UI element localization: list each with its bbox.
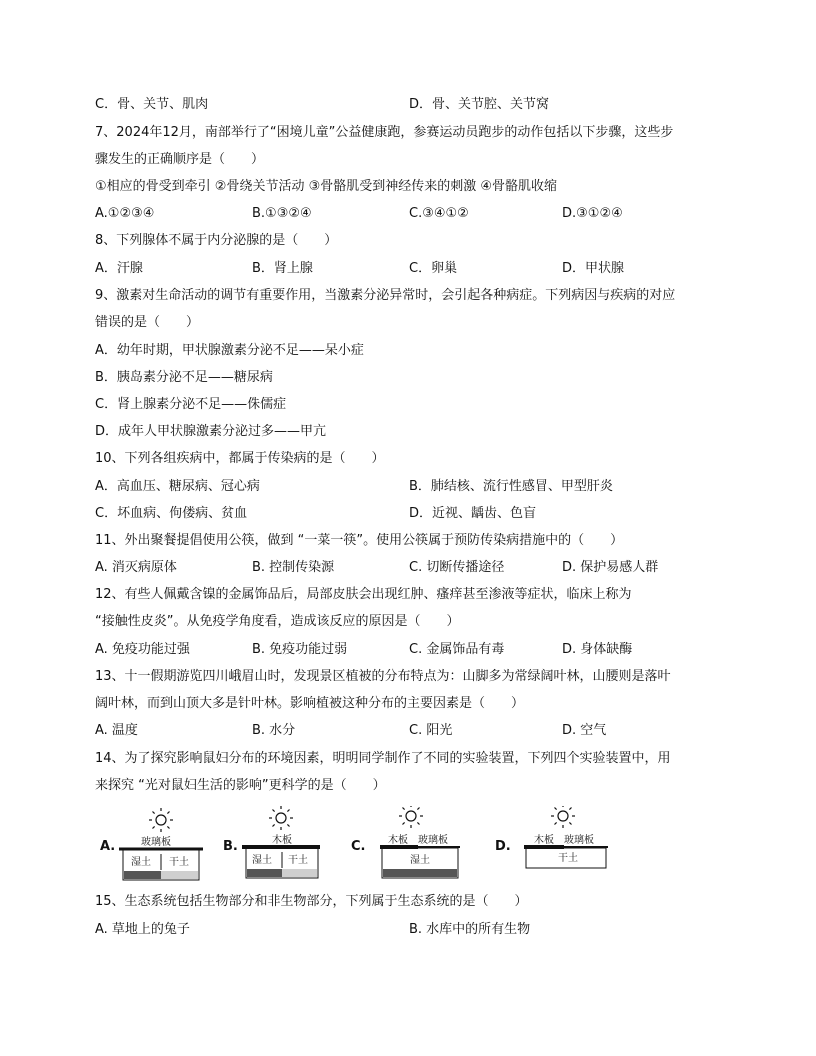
q15-option-a: A. 草地上的兔子: [95, 922, 190, 937]
sun-icon: [269, 806, 293, 830]
q14-stem-line1: 14、为了探究影响鼠妇分布的环境因素，明明同学制作了不同的实验装置，下列四个实验装置中，用: [95, 751, 671, 766]
q12-option-b: B. 免疫功能过弱: [252, 642, 348, 657]
q8-option-b: B．肾上腺: [252, 261, 313, 276]
q13-stem-line2: 阔叶林，而到山顶大多是针叶林。影响植被这种分布的主要因素是（ ）: [95, 696, 525, 711]
q13-option-a: A. 温度: [95, 723, 138, 738]
q13-stem-line1: 13、十一假期游览四川峨眉山时，发现景区植被的分布特点为：山脚多为常绿阔叶林，山腰则是落叶: [95, 669, 671, 684]
q10-option-d: D．近视、龋齿、色盲: [409, 506, 537, 521]
q6-options: [95, 97, 735, 113]
q13-option-c: C. 阳光: [409, 723, 453, 738]
q11-option-b: B. 控制传染源: [252, 560, 335, 575]
q10-option-a: A．高血压、糖尿病、冠心病: [95, 479, 260, 494]
q10-option-b: B．肺结核、流行性感冒、甲型肝炎: [409, 479, 613, 494]
apparatus-d-diagram: [492, 806, 617, 886]
q7-option-b: B.①③②④: [252, 206, 312, 221]
q10-options-row1: [95, 479, 735, 495]
q15-stem: 15、生态系统包括生物部分和非生物部分，下列属于生态系统的是（ ）: [95, 894, 528, 909]
apparatus-a-letter: A.: [100, 839, 116, 854]
q9-option-d: D．成年人甲状腺激素分泌过多——甲亢: [95, 424, 327, 439]
q7-option-d: D.③①②④: [562, 206, 623, 221]
q11-option-d: D. 保护易感人群: [562, 560, 659, 575]
cover-left-label: 木板: [388, 835, 408, 846]
apparatus-c: [348, 806, 473, 886]
q12-option-c: C. 金属饰品有毒: [409, 642, 505, 657]
q12-stem-line1: 12、有些人佩戴含镍的金属饰品后，局部皮肤会出现红肿、瘙痒甚至渗液等症状，临床上称为: [95, 587, 632, 602]
q10-options-row2: [95, 506, 735, 522]
q13-options: [95, 723, 735, 739]
q8-option-d: D．甲状腺: [562, 261, 625, 276]
q14-stem-line2: 来探究 “光对鼠妇生活的影响”更科学的是（ ）: [95, 778, 386, 793]
q11-option-c: C. 切断传播途径: [409, 560, 505, 575]
sun-icon: [551, 806, 575, 828]
q12-options: [95, 642, 735, 658]
q12-stem-line2: “接触性皮炎”。从免疫学角度看，造成该反应的原因是（ ）: [95, 614, 460, 629]
soil-right-label: 干土: [288, 855, 308, 866]
cover-left-label: 木板: [534, 835, 554, 846]
q6-option-c: C．骨、关节、肌肉: [95, 97, 209, 112]
apparatus-b: [220, 806, 330, 886]
q7-options: [95, 206, 735, 222]
q13-option-d: D. 空气: [562, 723, 607, 738]
apparatus-d: [492, 806, 617, 886]
q12-option-a: A. 免疫功能过强: [95, 642, 190, 657]
soil-right-label: 干土: [169, 857, 189, 868]
q7-stem-line2: 骤发生的正确顺序是（ ）: [95, 152, 265, 167]
apparatus-a: [97, 806, 207, 886]
soil-left-label: 湿土: [252, 855, 272, 866]
q7-stem-line1: 7、2024年12月，南部举行了“困境儿童”公益健康跑，参赛运动员跑步的动作包括以下步骤，这些步: [95, 125, 674, 140]
q15-option-b: B. 水库中的所有生物: [409, 922, 531, 937]
q11-option-a: A. 消灭病原体: [95, 560, 177, 575]
q12-option-d: D. 身体缺酶: [562, 642, 633, 657]
q11-options: [95, 560, 735, 576]
q9-option-c: C．肾上腺素分泌不足——侏儒症: [95, 397, 287, 412]
sun-icon: [149, 808, 173, 832]
q7-steps: ①相应的骨受到牵引 ②骨绕关节活动 ③骨骼肌受到神经传来的刺激 ④骨骼肌收缩: [95, 179, 558, 194]
q7-option-c: C.③④①②: [409, 206, 469, 221]
q10-stem: 10、下列各组疾病中，都属于传染病的是（ ）: [95, 451, 385, 466]
apparatus-c-letter: C.: [351, 839, 366, 854]
cover-label: 玻璃板: [141, 837, 171, 848]
apparatus-b-letter: B.: [223, 839, 238, 854]
q15-options: [95, 922, 735, 938]
apparatus-c-diagram: [348, 806, 473, 886]
soil-left-label: 湿土: [131, 857, 151, 868]
q9-stem-line1: 9、激素对生命活动的调节有重要作用，当激素分泌异常时，会引起各种病症。下列病因与疾病的对应: [95, 288, 676, 303]
cover-label: 木板: [272, 835, 292, 846]
q9-option-b: B．胰岛素分泌不足——糖尿病: [95, 370, 273, 385]
q7-option-a: A.①②③④: [95, 206, 155, 221]
cover-right-label: 玻璃板: [564, 835, 594, 846]
soil-label: 干土: [558, 853, 578, 864]
q9-stem-line2: 错误的是（ ）: [95, 315, 200, 330]
q10-option-c: C．坏血病、佝偻病、贫血: [95, 506, 248, 521]
q11-stem: 11、外出聚餐提倡使用公筷，做到 “一菜一筷”。使用公筷属于预防传染病措施中的（ ）: [95, 533, 624, 548]
q8-options: [95, 261, 735, 277]
q8-option-c: C．卵巢: [409, 261, 458, 276]
q13-option-b: B. 水分: [252, 723, 296, 738]
cover-right-label: 玻璃板: [418, 835, 448, 846]
q8-option-a: A．汗腺: [95, 261, 143, 276]
q6-option-d: D．骨、关节腔、关节窝: [409, 97, 550, 112]
q9-option-a: A．幼年时期，甲状腺激素分泌不足——呆小症: [95, 343, 364, 358]
q8-stem: 8、下列腺体不属于内分泌腺的是（ ）: [95, 233, 338, 248]
soil-label: 湿土: [410, 855, 430, 866]
apparatus-d-letter: D.: [495, 839, 511, 854]
sun-icon: [399, 806, 423, 828]
